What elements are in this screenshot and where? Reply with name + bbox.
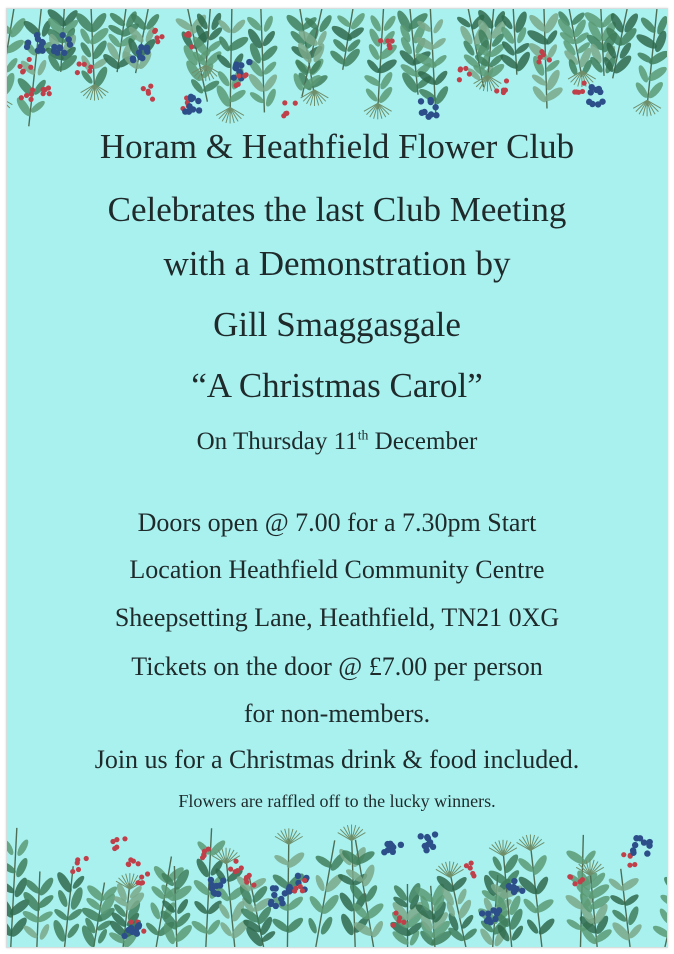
berry-icon — [236, 73, 241, 78]
leaf-icon — [36, 59, 48, 77]
title-line-1: Horam & Heathfield Flower Club — [99, 127, 575, 166]
leaf-icon — [7, 56, 20, 74]
leaf-icon — [7, 860, 17, 876]
leaf-icon — [364, 884, 380, 904]
berry-icon — [401, 920, 406, 925]
berry-icon — [428, 99, 434, 105]
leaf-icon — [261, 29, 277, 48]
berry-icon — [121, 933, 127, 939]
poster-sheet — [6, 8, 668, 948]
berry-icon — [390, 923, 395, 928]
berry-icon — [131, 858, 136, 863]
berry-icon — [418, 833, 424, 839]
berry-icon — [75, 70, 80, 75]
leaf-icon — [7, 71, 17, 96]
leaf-icon — [14, 856, 30, 878]
berry-icon — [632, 862, 637, 867]
berry-icon — [21, 68, 26, 73]
leaf-icon — [634, 81, 650, 100]
berry-icon — [66, 36, 72, 42]
leaf-icon — [637, 64, 650, 84]
berry-icon — [242, 73, 247, 78]
berry-icon — [61, 50, 67, 56]
leaf-icon — [462, 927, 479, 942]
berry-icon — [34, 32, 40, 38]
berry-icon — [189, 44, 194, 49]
leaf-icon — [432, 18, 445, 35]
berry-icon — [70, 869, 75, 874]
event-date-month: December — [368, 428, 478, 455]
berry-icon — [134, 930, 140, 936]
berry-icon — [28, 97, 33, 102]
title-line-3: with a Demonstration by — [163, 244, 511, 283]
berry-icon — [122, 836, 127, 841]
berry-icon — [469, 860, 474, 865]
berry-icon — [35, 47, 41, 53]
leaf-icon — [432, 69, 449, 87]
berry-icon — [511, 878, 517, 884]
raffle-note: Flowers are raffled off to the lucky winners. — [178, 791, 496, 811]
stem-icon — [91, 9, 94, 91]
berry-icon — [387, 841, 393, 847]
berry-icon — [425, 113, 431, 119]
berry-icon — [387, 43, 392, 48]
berry-icon — [398, 842, 404, 848]
event-date-ordinal: th — [357, 427, 369, 443]
berry-icon — [597, 89, 603, 95]
demonstrator-name: Gill Smaggasgale — [213, 305, 461, 344]
berry-icon — [141, 929, 146, 934]
berry-icon — [422, 843, 428, 849]
berry-icon — [396, 918, 401, 923]
berry-icon — [430, 844, 436, 850]
berry-icon — [496, 907, 502, 913]
berry-icon — [126, 862, 131, 867]
venue-location: Location Heathfield Community Centre — [129, 555, 545, 584]
leaf-icon — [262, 15, 275, 33]
leaf-icon — [65, 922, 81, 940]
berry-icon — [139, 55, 145, 61]
berry-icon — [217, 882, 223, 888]
berry-icon — [153, 28, 158, 33]
event-date-prefix: On Thursday 11 — [196, 428, 358, 455]
leaf-icon — [433, 84, 450, 106]
berry-icon — [595, 101, 601, 107]
berry-icon — [206, 846, 211, 851]
berry-icon — [393, 910, 398, 915]
berry-icon — [538, 55, 543, 60]
berry-icon — [27, 57, 32, 62]
leaf-icon — [230, 18, 247, 35]
berry-icon — [136, 861, 141, 866]
leaf-icon — [205, 918, 222, 937]
berry-icon — [418, 98, 424, 104]
berry-icon — [60, 32, 66, 38]
berry-icon — [145, 871, 150, 876]
berry-icon — [627, 863, 632, 868]
leaf-icon — [376, 57, 399, 76]
berry-icon — [87, 69, 92, 74]
ticket-note: for non-members. — [243, 699, 431, 728]
leaf-icon — [364, 87, 379, 103]
berry-icon — [539, 49, 544, 54]
berry-icon — [190, 95, 196, 101]
event-date — [7, 429, 667, 454]
berry-icon — [251, 882, 256, 887]
leaf-icon — [148, 901, 162, 920]
leaf-icon — [218, 920, 233, 937]
berry-icon — [182, 108, 188, 114]
berry-icon — [519, 888, 525, 894]
berry-icon — [28, 65, 33, 70]
berry-icon — [547, 57, 552, 62]
ticket-price: Tickets on the door @ £7.00 per person — [131, 652, 543, 681]
doors-open-time: Doors open @ 7.00 for a 7.30pm Start — [137, 508, 537, 537]
leaf-icon — [53, 907, 70, 922]
berry-icon — [114, 837, 119, 842]
berry-icon — [139, 874, 144, 879]
leaf-icon — [217, 902, 232, 920]
leaf-icon — [370, 919, 385, 938]
leaf-icon — [22, 924, 40, 941]
berry-icon — [196, 107, 202, 113]
berry-icon — [143, 46, 149, 52]
berry-icon — [282, 100, 287, 105]
berry-icon — [136, 922, 142, 928]
leaf-icon — [262, 60, 278, 77]
berry-icon — [479, 910, 485, 916]
leaf-icon — [319, 892, 341, 916]
berry-icon — [76, 867, 81, 872]
berry-icon — [632, 842, 638, 848]
berry-icon — [150, 97, 155, 102]
berry-icon — [464, 863, 469, 868]
leaf-icon — [534, 875, 551, 896]
berry-icon — [572, 881, 577, 886]
leaf-icon — [659, 893, 667, 909]
leaf-icon — [285, 850, 307, 870]
berry-icon — [233, 859, 238, 864]
title-line-2: Celebrates the last Club Meeting — [107, 190, 567, 229]
leaf-icon — [144, 921, 160, 937]
berry-icon — [247, 873, 252, 878]
berry-icon — [112, 846, 117, 851]
berry-icon — [501, 87, 506, 92]
leaf-icon — [431, 36, 448, 51]
demonstration-title: “A Christmas Carol” — [191, 366, 483, 405]
leaf-icon — [15, 838, 30, 858]
berry-icon — [233, 83, 238, 88]
leaf-icon — [658, 907, 667, 925]
leaf-icon — [651, 923, 667, 939]
berry-icon — [148, 84, 153, 89]
berry-icon — [17, 64, 22, 69]
leaf-icon — [7, 37, 26, 55]
berry-icon — [589, 101, 595, 107]
leaf-icon — [216, 69, 232, 88]
berry-icon — [419, 110, 425, 116]
leaf-icon — [314, 874, 327, 893]
berry-icon — [228, 866, 233, 871]
berry-icon — [155, 39, 160, 44]
leaf-icon — [7, 839, 15, 856]
berry-icon — [239, 865, 244, 870]
berry-icon — [184, 32, 189, 37]
berry-icon — [238, 62, 244, 68]
berry-icon — [47, 91, 52, 96]
berry-icon — [283, 111, 288, 116]
berry-icon — [146, 89, 151, 94]
berry-icon — [128, 925, 134, 931]
berry-icon — [208, 877, 214, 883]
berry-icon — [273, 903, 279, 909]
berry-icon — [190, 106, 196, 112]
berry-icon — [432, 104, 438, 110]
berry-icon — [567, 874, 572, 879]
berry-icon — [589, 84, 595, 90]
berry-icon — [302, 878, 307, 883]
berry-icon — [46, 85, 51, 90]
leaf-icon — [491, 855, 504, 872]
berry-icon — [82, 62, 87, 67]
leaf-icon — [38, 923, 51, 941]
berry-icon — [432, 831, 438, 837]
berry-icon — [621, 852, 626, 857]
berry-icon — [641, 839, 647, 845]
berry-icon — [271, 892, 277, 898]
leaf-icon — [215, 52, 233, 70]
berry-icon — [272, 885, 278, 891]
berry-icon — [485, 916, 491, 922]
berry-icon — [504, 78, 509, 83]
berry-icon — [463, 66, 468, 71]
leaf-icon — [192, 899, 209, 916]
berry-icon — [467, 71, 472, 76]
berry-icon — [24, 93, 29, 98]
berry-icon — [510, 884, 516, 890]
berry-icon — [298, 884, 303, 889]
berry-icon — [141, 86, 146, 91]
berry-icon — [231, 74, 237, 80]
berry-icon — [24, 44, 30, 50]
leaf-icon — [378, 70, 394, 91]
berry-icon — [580, 877, 585, 882]
berry-icon — [295, 873, 301, 879]
berry-icon — [51, 44, 57, 50]
drinks-food-note: Join us for a Christmas drink & food included. — [94, 745, 580, 774]
berry-icon — [644, 850, 650, 856]
berry-icon — [470, 871, 475, 876]
berry-icon — [77, 61, 82, 66]
berry-icon — [84, 856, 89, 861]
leaf-icon — [626, 905, 641, 926]
berry-icon — [582, 81, 587, 86]
berry-icon — [30, 87, 35, 92]
berry-icon — [244, 880, 249, 885]
berry-icon — [494, 88, 499, 93]
berry-icon — [646, 842, 652, 848]
berry-icon — [246, 59, 252, 65]
berry-icon — [215, 891, 221, 897]
berry-icon — [424, 834, 430, 840]
berry-icon — [19, 95, 24, 100]
berry-icon — [633, 835, 639, 841]
berry-icon — [457, 77, 462, 82]
venue-address: Sheepsetting Lane, Heathfield, TN21 0XG — [114, 603, 560, 632]
berry-icon — [135, 880, 140, 885]
leaf-icon — [307, 917, 319, 935]
berry-icon — [130, 57, 136, 63]
leaf-icon — [382, 14, 398, 33]
berry-icon — [458, 66, 463, 71]
berry-icon — [378, 38, 383, 43]
berry-icon — [195, 98, 201, 104]
berry-icon — [433, 112, 439, 118]
berry-icon — [128, 919, 133, 924]
leaf-icon — [226, 34, 250, 53]
leaf-icon — [662, 875, 667, 896]
leaf-icon — [546, 43, 559, 60]
leaf-icon — [646, 64, 667, 83]
leaf-icon — [623, 892, 641, 907]
pine-needle-icon — [7, 97, 12, 105]
bottom-foliage-garland-icon — [7, 809, 667, 947]
berry-icon — [159, 34, 164, 39]
berry-icon — [279, 900, 285, 906]
leaf-icon — [627, 922, 644, 940]
berry-icon — [75, 860, 80, 865]
leaf-icon — [248, 90, 265, 105]
leaf-icon — [175, 897, 190, 915]
leaf-icon — [432, 53, 448, 68]
berry-icon — [576, 90, 581, 95]
leaf-icon — [525, 918, 540, 936]
berry-icon — [201, 853, 206, 858]
berry-icon — [490, 907, 496, 913]
berry-icon — [536, 59, 541, 64]
berry-icon — [293, 101, 298, 106]
berry-icon — [292, 888, 297, 893]
